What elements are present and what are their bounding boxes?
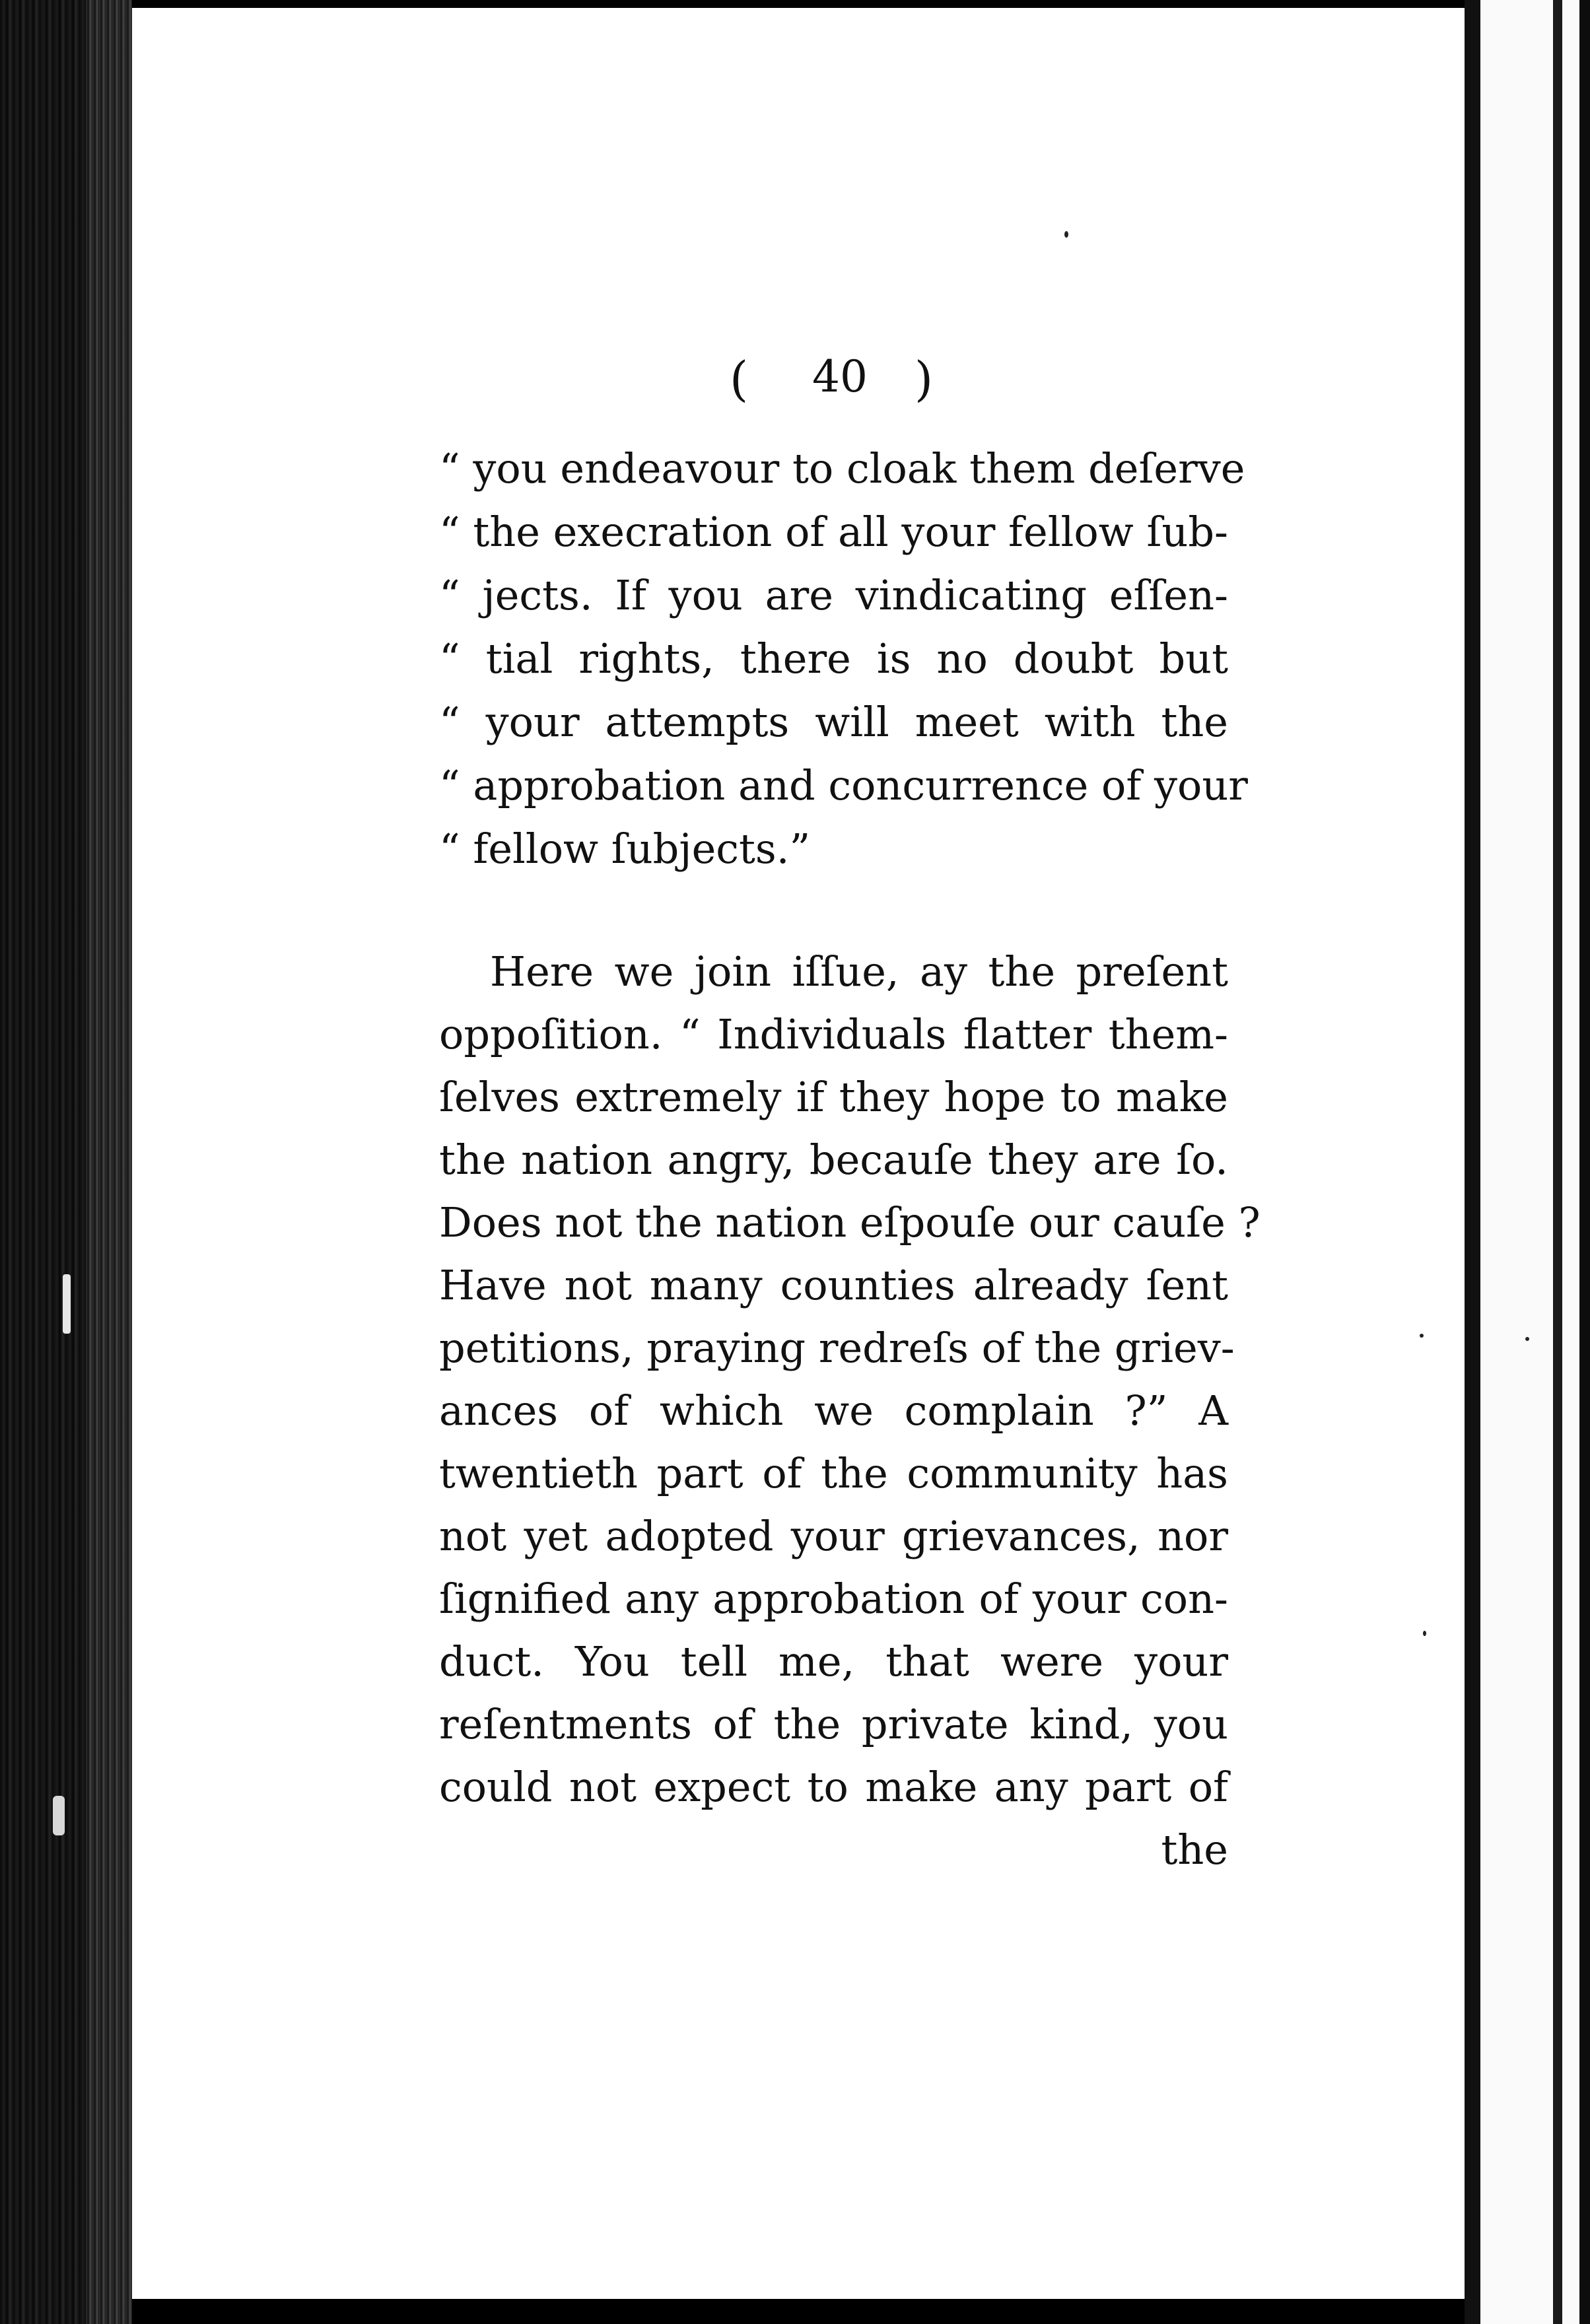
text-line: “ your attempts will meet with the [439, 698, 1228, 746]
text-line: twentieth part of the community has [439, 1449, 1228, 1497]
text-line: could not expect to make any part of [439, 1763, 1228, 1811]
text-line: not yet adopted your grievances, nor [439, 1512, 1228, 1560]
text-line: oppoſition. “ Individuals flatter them- [439, 1010, 1228, 1058]
text-line: “ jects. If you are vindicating eſſen- [439, 571, 1228, 619]
scan-speck [53, 1796, 65, 1835]
text-line: Here we join iſſue, ay the preſent [490, 947, 1228, 996]
text-line: reſentments of the private kind, you [439, 1700, 1228, 1748]
text-line: ſelves extremely if they hope to make [439, 1073, 1228, 1121]
text-line: “ you endeavour to cloak them deſerve [439, 444, 1245, 493]
text-line: Does not the nation eſpouſe our cauſe ? [439, 1198, 1261, 1247]
scan-speck [1064, 231, 1068, 238]
book-spine-edge [0, 0, 132, 2324]
scan-speck [63, 1274, 71, 1334]
scan-speck [1423, 1631, 1426, 1636]
text-line: “ fellow ſubjects.” [439, 825, 811, 873]
text-line: duct. You tell me, that were your [439, 1637, 1228, 1686]
catchword: the [1161, 1826, 1228, 1874]
text-line: ſignified any approbation of your con- [439, 1575, 1228, 1623]
page-number: 40 [812, 351, 868, 402]
facing-page-edge [1480, 0, 1590, 2324]
scan-speck [1525, 1337, 1529, 1341]
page-header [730, 351, 948, 424]
text-line: petitions, praying redreſs of the griev- [439, 1324, 1235, 1372]
scan-speck [1420, 1334, 1424, 1338]
text-line: ances of which we complain ?” A [439, 1386, 1228, 1435]
text-line: Have not many counties already ſent [439, 1261, 1228, 1309]
header-open-paren: ( [730, 351, 749, 407]
page-gutter [1465, 0, 1480, 2324]
text-line: “ tial rights, there is no doubt but [439, 634, 1228, 683]
text-line: “ the execration of all your fellow ſub- [439, 508, 1228, 556]
text-line: “ approbation and concurrence of your [439, 761, 1248, 809]
header-close-paren: ) [915, 351, 934, 407]
text-line: the nation angry, becauſe they are ſo. [439, 1136, 1228, 1184]
